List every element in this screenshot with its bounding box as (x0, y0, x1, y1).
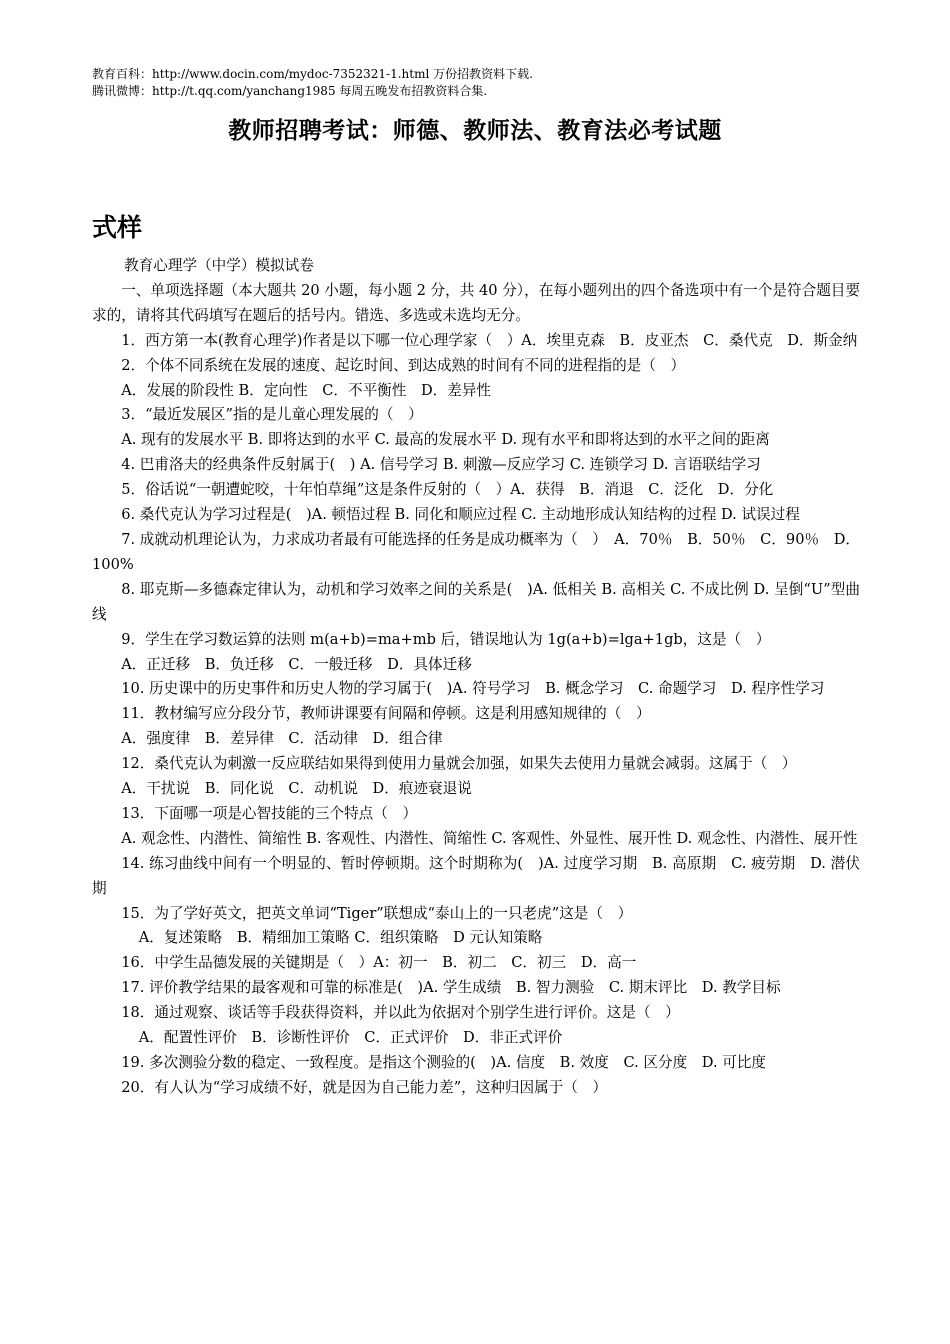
question-13: 13．下面哪一项是心智技能的三个特点（ ） (121, 804, 418, 822)
page-header (92, 66, 533, 100)
question-3: 3．“最近发展区”指的是儿童心理发展的（ ） (121, 406, 423, 424)
document-body (92, 254, 860, 1101)
header-line-2: 腾讯微博：http://t.qq.com/yanchang1985 每周五晚发布招教资料合集. (92, 84, 488, 98)
question-4: 4. 巴甫洛夫的经典条件反射属于( ) A. 信号学习 B. 刺激—反应学习 C. 连锁学习 D. 言语联结学习 (121, 456, 761, 474)
question-15-options: A．复述策略 B．精细加工策略 C．组织策略 D 元认知策略 (138, 929, 543, 947)
question-14: 14. 练习曲线中间有一个明显的、暂时停顿期。这个时期称为( )A. 过度学习期 B. 高原期 C. 疲劳期 D. 潜伏期 (92, 854, 860, 897)
instructions: 一、单项选择题（本大题共 20 小题，每小题 2 分，共 40 分），在每小题列出的四个备选项中有一个是符合题目要求的，请将其代码填写在题后的括号内。错选、多选或未选均无分。 (92, 281, 860, 324)
question-3-options: A. 现有的发展水平 B. 即将达到的水平 C. 最高的发展水平 D. 现有水平和即将达到的水平之间的距离 (121, 431, 770, 449)
question-12: 12．桑代克认为刺激一反应联结如果得到使用力量就会加强，如果失去使用力量就会减弱。这属于（ ） (121, 755, 797, 773)
question-16: 16．中学生品德发展的关键期是（ ）A：初一 B．初二 C．初三 D．高一 (121, 954, 637, 972)
question-20: 20．有人认为“学习成绩不好，就是因为自己能力差”，这种归因属于（ ） (121, 1078, 608, 1096)
question-19: 19. 多次测验分数的稳定、一致程度。是指这个测验的( )A. 信度 B. 效度 C. 区分度 D. 可比度 (121, 1054, 767, 1071)
question-6: 6. 桑代克认为学习过程是( )A. 顿悟过程 B. 同化和顺应过程 C. 主动地形成认知结构的过程 D. 试误过程 (121, 506, 800, 524)
question-18-options: A．配置性评价 B．诊断性评价 C．正式评价 D．非正式评价 (138, 1029, 563, 1047)
document-title: 教师招聘考试：师德、教师法、教育法必考试题 (228, 117, 722, 144)
question-8: 8. 耶克斯—多德森定律认为，动机和学习效率之间的关系是( )A. 低相关 B. 高相关 C. 不成比例 D. 呈倒“U”型曲线 (92, 580, 860, 623)
question-2: 2．个体不同系统在发展的速度、起讫时间、到达成熟的时间有不同的进程指的是（ ） (121, 356, 686, 374)
question-15: 15．为了学好英文，把英文单词“Tiger”联想成“泰山上的一只老虎”这是（ ） (121, 904, 633, 922)
question-5: 5．俗话说“一朝遭蛇咬，十年怕草绳”这是条件反射的（ ）A．获得 B．消退 C．泛化 D．分化 (121, 481, 774, 499)
question-12-options: A．干扰说 B．同化说 C．动机说 D．痕迹衰退说 (121, 780, 472, 798)
question-9: 9．学生在学习数运算的法则 m(a+b)=ma+mb 后，错误地认为 1g(a+b)=lga+1gb，这是（ ） (121, 630, 771, 648)
question-17: 17. 评价教学结果的最客观和可靠的标准是( )A. 学生成绩 B. 智力测验 C. 期末评比 D. 教学目标 (121, 979, 781, 997)
question-10: 10. 历史课中的历史事件和历史人物的学习属于( )A. 符号学习 B. 概念学习 C. 命题学习 D. 程序性学习 (121, 680, 825, 698)
question-9-options: A．正迁移 B．负迁移 C．一般迁移 D．具体迁移 (121, 655, 472, 673)
section-heading: 式样 (92, 213, 143, 242)
question-13-options: A. 观念性、内潜性、简缩性 B. 客观性、内潜性、简缩性 C. 客观性、外显性、展开性 D. 观念性、内潜性、展开性 (121, 829, 858, 847)
question-11-options: A．强度律 B．差异律 C．活动律 D．组合律 (121, 730, 443, 748)
header-line-1: 教育百科：http://www.docin.com/mydoc-7352321-1.html 万份招教资料下载. (92, 67, 533, 81)
paper-title: 教育心理学（中学）模拟试卷 (124, 257, 314, 274)
question-11: 11．教材编写应分段分节，教师讲课要有间隔和停顿。这是利用感知规律的（ ） (121, 705, 651, 723)
question-2-options: A．发展的阶段性 B．定向性 C．不平衡性 D．差异性 (121, 381, 492, 399)
question-7: 7. 成就动机理论认为，力求成功者最有可能选择的任务是成功概率为（ ） A．70％ B．50％ C．90％ D．100% (92, 530, 860, 573)
question-1: 1．西方第一本(教育心理学)作者是以下哪一位心理学家（ ）A．埃里克森 B．皮亚杰 C．桑代克 D．斯金纳 (121, 331, 858, 349)
question-18: 18．通过观察、谈话等手段获得资料，并以此为依据对个别学生进行评价。这是（ ） (121, 1004, 680, 1022)
